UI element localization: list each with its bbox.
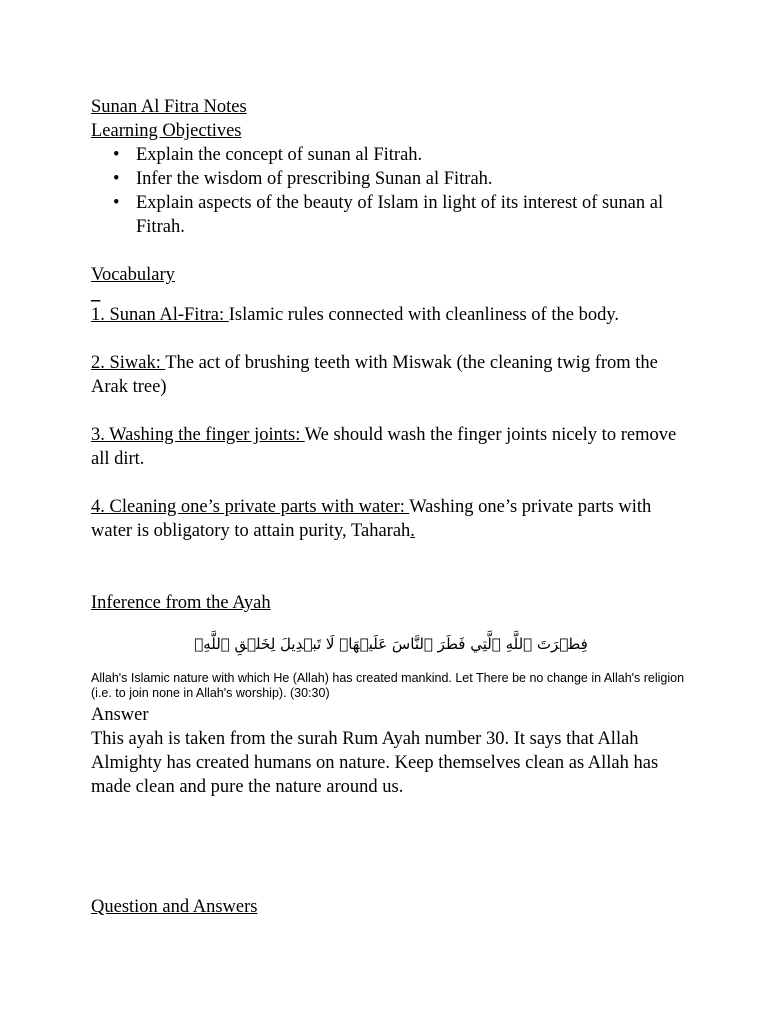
document-page: [91, 95, 691, 919]
objective-text: Infer the wisdom of prescribing Sunan al Fitrah.: [136, 169, 493, 189]
bullet-icon: •: [113, 193, 120, 213]
vocabulary-heading: Vocabulary: [91, 265, 175, 285]
vocab-entry-siwak: [91, 351, 691, 399]
objectives-heading: Learning Objectives: [91, 121, 242, 141]
ayah-translation: Allah's Islamic nature with which He (Allah) has created mankind. Let There be no change in Allah's religion (i.e. to join none in Allah's worship). (30:30): [91, 671, 685, 700]
arabic-ayah: فِطۡرَتَ ٱللَّهِ ٱلَّتِي فَطَرَ ٱلنَّاسَ عَلَيۡهَاۚ لَا تَبۡدِيلَ لِخَلۡقِ ٱللَّهِۚ: [194, 635, 588, 653]
bullet-icon: •: [113, 145, 120, 165]
inference-heading: Inference from the Ayah: [91, 593, 271, 613]
vocab-term: 1. Sunan Al-Fitra:: [91, 305, 229, 325]
objectives-list: [91, 143, 691, 239]
vocab-term: 3. Washing the finger joints:: [91, 425, 305, 445]
list-item: [91, 143, 691, 167]
objective-text: Explain the concept of sunan al Fitrah.: [136, 145, 423, 165]
list-item: [91, 191, 691, 239]
answer-text: This ayah is taken from the surah Rum Ayah number 30. It says that Allah Almighty has created humans on nature. Keep themselves clean as Allah has made clean and pure the nature around us.: [91, 729, 659, 797]
vocabulary-dash: _: [91, 284, 101, 304]
vocab-entry-sunan-al-fitra: [91, 303, 691, 327]
objective-text: Explain aspects of the beauty of Islam in light of its interest of sunan al Fitrah.: [136, 193, 664, 237]
vocab-entry-finger-joints: [91, 423, 691, 471]
vocab-entry-private-parts: [91, 495, 691, 543]
list-item: [91, 167, 691, 191]
vocab-term: 2. Siwak:: [91, 353, 166, 373]
vocab-definition: Washing one’s private parts with water is obligatory to attain purity, Taharah: [91, 497, 652, 541]
vocab-definition: The act of brushing teeth with Miswak (the cleaning twig from the Arak tree): [91, 353, 658, 397]
vocab-term: 4. Cleaning one’s private parts with water:: [91, 497, 410, 517]
answer-label: Answer: [91, 705, 149, 725]
vocab-definition: Islamic rules connected with cleanliness of the body.: [228, 305, 619, 325]
qa-heading: Question and Answers: [91, 897, 258, 917]
vocab-definition: We should wash the finger joints nicely to remove all dirt.: [91, 425, 677, 469]
vocab-trail: .: [410, 521, 415, 541]
bullet-icon: •: [113, 169, 120, 189]
document-title: Sunan Al Fitra Notes: [91, 97, 247, 117]
